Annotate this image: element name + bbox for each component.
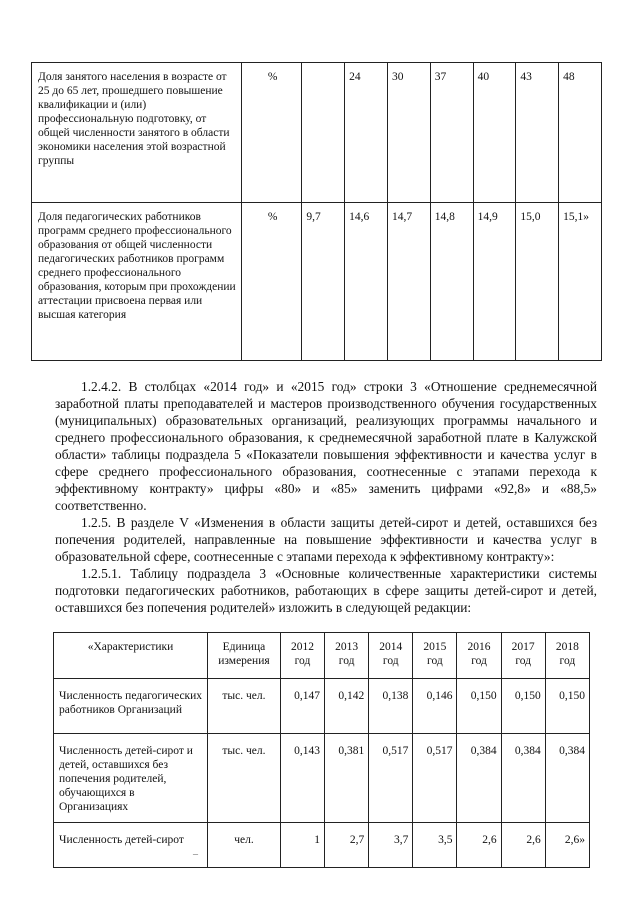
header-unit: Единица измерения [208,633,281,679]
row-unit: % [241,63,302,203]
row-unit: % [241,203,302,361]
row-label: Численность детей-сирот и детей, оставшихся без попечения родителей, обучающихся в Организациях [54,734,208,823]
row-unit: тыс. чел. [208,679,281,734]
value-cell: 15,0 [516,203,559,361]
value-cell: 3,7 [369,823,413,868]
value-cell: 14,6 [345,203,388,361]
table-row [32,203,602,361]
header-characteristics: «Характеристики [54,633,208,679]
value-cell: 0,143 [280,734,324,823]
row-label: Доля занятого населения в возрасте от 25 до 65 лет, прошедшего повышение квалификации и (или) профессиональную подготовку, от общей численности занятого в области экономики населения этой возрастной группы [32,63,242,203]
row-unit: тыс. чел. [208,734,281,823]
row-unit: чел. [208,823,281,868]
value-cell: 2,6 [457,823,501,868]
value-cell: 0,384 [457,734,501,823]
value-cell: 48 [559,63,602,203]
value-cell: 3,5 [413,823,457,868]
row-label: Доля педагогических работников программ среднего профессионального образования от общей численности педагогических работников программ среднего профессионального образования, которым при прохождении аттестации присвоена первая или высшая категория [32,203,242,361]
value-cell: 1 [280,823,324,868]
row-label: Численность педагогических работников Организаций [54,679,208,734]
value-cell: 0,517 [369,734,413,823]
value-cell: 43 [516,63,559,203]
paragraph-1-2-5: 1.2.5. В разделе V «Изменения в области защиты детей-сирот и детей, оставшихся без попечения родителей, направленные на повышение эффективности и качества услуг в образовательной сфере, соотнесенные с этапами перехода к эффективному контракту»: [55,515,597,564]
value-cell: 2,7 [325,823,369,868]
value-cell: 0,138 [369,679,413,734]
value-cell: 9,7 [302,203,345,361]
table-header-row [54,633,590,679]
value-cell: 24 [345,63,388,203]
scan-mark: ¯ [193,854,198,865]
header-year: 2014 год [369,633,413,679]
indicators-table-continued [31,62,602,361]
table-row [54,734,590,823]
value-cell: 14,9 [473,203,516,361]
header-year: 2016 год [457,633,501,679]
value-cell: 0,384 [545,734,589,823]
header-year: 2013 год [325,633,369,679]
row-label: Численность детей-сирот [54,823,208,868]
value-cell: 0,517 [413,734,457,823]
header-year: 2012 год [280,633,324,679]
header-year: 2018 год [545,633,589,679]
value-cell: 40 [473,63,516,203]
value-cell: 14,7 [387,203,430,361]
value-cell: 30 [387,63,430,203]
value-cell: 0,150 [457,679,501,734]
header-year: 2015 год [413,633,457,679]
value-cell: 0,150 [501,679,545,734]
value-cell: 0,142 [325,679,369,734]
value-cell: 37 [430,63,473,203]
value-cell: 14,8 [430,203,473,361]
paragraph-1-2-4-2: 1.2.4.2. В столбцах «2014 год» и «2015 год» строки 3 «Отношение среднемесячной заработной платы преподавателей и мастеров производственного обучения государственных (муниципальных) образовательных организаций, реализующих программы начального и среднего профессионального образования, к среднемесячной заработной плате в Калужской области» таблицы подраздела 5 «Показатели повышения эффективности и качества услуг в сфере среднего профессионального образования, соотнесенные с этапами перехода к эффективному контракту» цифры «80» и «85» заменить цифрами «92,8» и «88,5» соответственно. [55,379,597,513]
value-cell: 0,146 [413,679,457,734]
value-cell: 15,1» [559,203,602,361]
table-row [54,679,590,734]
header-year: 2017 год [501,633,545,679]
value-cell: 0,384 [501,734,545,823]
body-text [55,378,597,616]
characteristics-table [53,632,590,868]
value-cell: 0,381 [325,734,369,823]
value-cell: 2,6 [501,823,545,868]
value-cell [302,63,345,203]
table-row [32,63,602,203]
value-cell: 2,6» [545,823,589,868]
value-cell: 0,147 [280,679,324,734]
paragraph-1-2-5-1: 1.2.5.1. Таблицу подраздела 3 «Основные количественные характеристики системы подготовки педагогических работников, работающих в сфере защиты детей-сирот и детей, оставшихся без попечения родителей» изложить в следующей редакции: [55,566,597,615]
table-row [54,823,590,868]
value-cell: 0,150 [545,679,589,734]
